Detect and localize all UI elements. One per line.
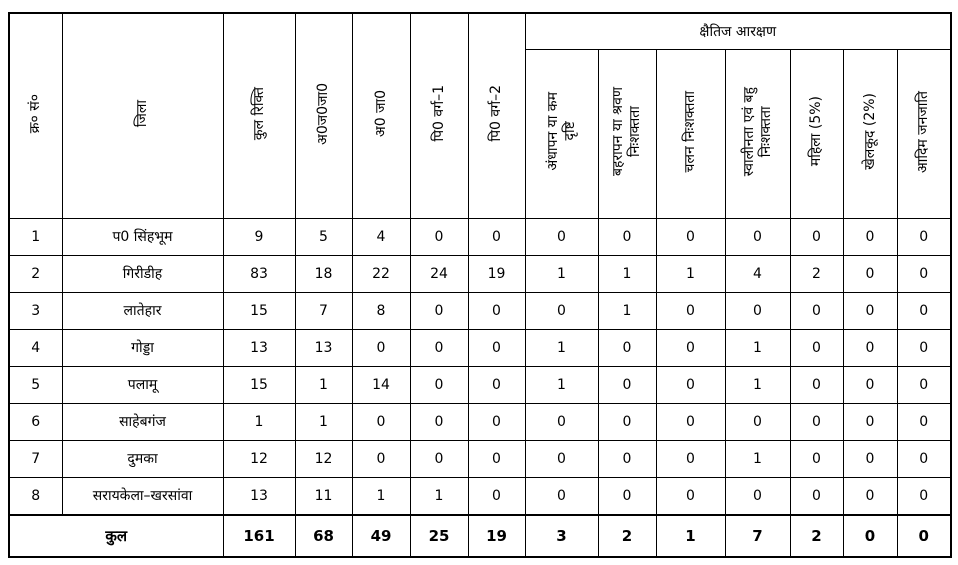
- cell-total-vacancy: 12: [223, 440, 295, 477]
- cell-sn: 3: [9, 292, 62, 329]
- cell-horizontal-2: 0: [598, 366, 656, 403]
- cell-bc1: 1: [410, 477, 468, 515]
- cell-horizontal-2: 0: [598, 329, 656, 366]
- cell-horizontal-1: 0: [525, 403, 598, 440]
- cell-horizontal-5: 0: [790, 403, 843, 440]
- cell-horizontal-4: 1: [725, 329, 790, 366]
- cell-horizontal-4: 0: [725, 218, 790, 255]
- table-body: [9, 218, 951, 557]
- cell-horizontal-3: 0: [656, 403, 725, 440]
- cell-district: लातेहार: [62, 292, 223, 329]
- cell-horizontal-3: 0: [656, 440, 725, 477]
- header-horizontal-3: चलन निःशक्तता: [656, 49, 725, 218]
- cell-horizontal-7: 0: [897, 218, 951, 255]
- cell-horizontal-2: 0: [598, 218, 656, 255]
- cell-total-vacancy: 13: [223, 477, 295, 515]
- cell-horizontal-6: 0: [843, 477, 897, 515]
- cell-st: 0: [352, 329, 410, 366]
- header-bc1: पि0 वर्ग–1: [410, 13, 468, 218]
- cell-bc2: 0: [468, 403, 525, 440]
- cell-horizontal-5: 0: [790, 477, 843, 515]
- cell-total-vacancy: 83: [223, 255, 295, 292]
- cell-sn: 2: [9, 255, 62, 292]
- cell-bc2: 0: [468, 440, 525, 477]
- cell-bc1: 0: [410, 403, 468, 440]
- cell-sc: 13: [295, 329, 352, 366]
- cell-sc: 18: [295, 255, 352, 292]
- table-row: [9, 329, 951, 366]
- cell-district: गिरीडीह: [62, 255, 223, 292]
- cell-horizontal-5: 0: [790, 292, 843, 329]
- cell-horizontal-2: 0: [598, 403, 656, 440]
- cell-bc2: 0: [468, 329, 525, 366]
- cell-sn: 6: [9, 403, 62, 440]
- cell-horizontal-4: 4: [725, 255, 790, 292]
- cell-horizontal-4: 0: [725, 477, 790, 515]
- cell-horizontal-6: 0: [843, 218, 897, 255]
- cell-horizontal-5: 0: [790, 366, 843, 403]
- header-horizontal-5: महिला (5%): [790, 49, 843, 218]
- total-horizontal-5: 2: [790, 515, 843, 557]
- cell-bc1: 0: [410, 366, 468, 403]
- cell-bc1: 0: [410, 292, 468, 329]
- cell-bc2: 19: [468, 255, 525, 292]
- total-horizontal-7: 0: [897, 515, 951, 557]
- table-row: [9, 255, 951, 292]
- cell-horizontal-1: 1: [525, 255, 598, 292]
- header-total-vacancy: कुल रिक्ति: [223, 13, 295, 218]
- header-st: अ0 जा0: [352, 13, 410, 218]
- cell-horizontal-7: 0: [897, 255, 951, 292]
- cell-st: 1: [352, 477, 410, 515]
- header-horizontal-6: खेलकूद (2%): [843, 49, 897, 218]
- cell-horizontal-7: 0: [897, 366, 951, 403]
- cell-bc2: 0: [468, 292, 525, 329]
- total-st: 49: [352, 515, 410, 557]
- cell-sc: 12: [295, 440, 352, 477]
- cell-horizontal-3: 0: [656, 218, 725, 255]
- cell-horizontal-5: 0: [790, 440, 843, 477]
- cell-horizontal-6: 0: [843, 403, 897, 440]
- cell-horizontal-3: 0: [656, 329, 725, 366]
- cell-bc1: 24: [410, 255, 468, 292]
- header-horizontal-2: बहरापन या श्रवण निःशक्तता: [598, 49, 656, 218]
- total-bc1: 25: [410, 515, 468, 557]
- cell-st: 0: [352, 440, 410, 477]
- cell-horizontal-5: 0: [790, 218, 843, 255]
- cell-district: प0 सिंहभूम: [62, 218, 223, 255]
- total-sc: 68: [295, 515, 352, 557]
- table-row: [9, 292, 951, 329]
- total-total: 161: [223, 515, 295, 557]
- header-horizontal-4: स्वालीनता एवं बहु निःशक्तता: [725, 49, 790, 218]
- cell-horizontal-1: 0: [525, 440, 598, 477]
- cell-horizontal-2: 0: [598, 440, 656, 477]
- cell-district: दुमका: [62, 440, 223, 477]
- total-horizontal-6: 0: [843, 515, 897, 557]
- table-header: [9, 13, 951, 218]
- cell-bc1: 0: [410, 329, 468, 366]
- cell-horizontal-6: 0: [843, 366, 897, 403]
- cell-horizontal-4: 0: [725, 403, 790, 440]
- reservation-table: [8, 12, 952, 558]
- cell-st: 14: [352, 366, 410, 403]
- cell-horizontal-6: 0: [843, 255, 897, 292]
- cell-horizontal-6: 0: [843, 292, 897, 329]
- cell-horizontal-5: 2: [790, 255, 843, 292]
- cell-horizontal-1: 0: [525, 218, 598, 255]
- total-row: [9, 515, 951, 557]
- cell-horizontal-1: 1: [525, 366, 598, 403]
- cell-total-vacancy: 15: [223, 292, 295, 329]
- cell-horizontal-5: 0: [790, 329, 843, 366]
- cell-total-vacancy: 1: [223, 403, 295, 440]
- header-sn: क्र० सं०: [9, 13, 62, 218]
- cell-horizontal-3: 0: [656, 366, 725, 403]
- cell-district: साहेबगंज: [62, 403, 223, 440]
- table-row: [9, 218, 951, 255]
- header-sc: अ0ज0जा0: [295, 13, 352, 218]
- total-horizontal-4: 7: [725, 515, 790, 557]
- cell-horizontal-3: 0: [656, 477, 725, 515]
- cell-sn: 4: [9, 329, 62, 366]
- cell-horizontal-6: 0: [843, 329, 897, 366]
- header-horizontal-1: अंधापन या कम दृष्टि: [525, 49, 598, 218]
- cell-sc: 1: [295, 366, 352, 403]
- cell-st: 4: [352, 218, 410, 255]
- cell-bc1: 0: [410, 440, 468, 477]
- total-horizontal-2: 2: [598, 515, 656, 557]
- cell-horizontal-3: 0: [656, 292, 725, 329]
- header-bc2: पि0 वर्ग–2: [468, 13, 525, 218]
- cell-sc: 11: [295, 477, 352, 515]
- cell-sn: 7: [9, 440, 62, 477]
- cell-total-vacancy: 15: [223, 366, 295, 403]
- cell-bc2: 0: [468, 218, 525, 255]
- total-label: कुल: [9, 515, 223, 557]
- cell-horizontal-4: 0: [725, 292, 790, 329]
- cell-horizontal-7: 0: [897, 329, 951, 366]
- table-row: [9, 440, 951, 477]
- cell-horizontal-7: 0: [897, 440, 951, 477]
- cell-horizontal-1: 0: [525, 292, 598, 329]
- cell-horizontal-7: 0: [897, 292, 951, 329]
- cell-district: गोड्डा: [62, 329, 223, 366]
- cell-horizontal-4: 1: [725, 440, 790, 477]
- cell-sn: 1: [9, 218, 62, 255]
- table-row: [9, 403, 951, 440]
- cell-horizontal-7: 0: [897, 477, 951, 515]
- total-horizontal-3: 1: [656, 515, 725, 557]
- header-horizontal-7: आदिम जनजाति: [897, 49, 951, 218]
- cell-horizontal-4: 1: [725, 366, 790, 403]
- cell-horizontal-6: 0: [843, 440, 897, 477]
- cell-bc2: 0: [468, 477, 525, 515]
- table-row: [9, 477, 951, 515]
- cell-sn: 8: [9, 477, 62, 515]
- cell-st: 8: [352, 292, 410, 329]
- cell-st: 0: [352, 403, 410, 440]
- total-bc2: 19: [468, 515, 525, 557]
- table-row: [9, 366, 951, 403]
- cell-horizontal-7: 0: [897, 403, 951, 440]
- cell-total-vacancy: 9: [223, 218, 295, 255]
- cell-st: 22: [352, 255, 410, 292]
- cell-bc1: 0: [410, 218, 468, 255]
- cell-horizontal-1: 1: [525, 329, 598, 366]
- cell-sc: 7: [295, 292, 352, 329]
- cell-district: सरायकेला–खरसांवा: [62, 477, 223, 515]
- cell-sn: 5: [9, 366, 62, 403]
- cell-district: पलामू: [62, 366, 223, 403]
- cell-horizontal-2: 1: [598, 255, 656, 292]
- cell-horizontal-2: 1: [598, 292, 656, 329]
- total-horizontal-1: 3: [525, 515, 598, 557]
- cell-sc: 1: [295, 403, 352, 440]
- header-district: जिला: [62, 13, 223, 218]
- cell-bc2: 0: [468, 366, 525, 403]
- cell-horizontal-2: 0: [598, 477, 656, 515]
- cell-sc: 5: [295, 218, 352, 255]
- cell-horizontal-1: 0: [525, 477, 598, 515]
- cell-horizontal-3: 1: [656, 255, 725, 292]
- cell-total-vacancy: 13: [223, 329, 295, 366]
- header-horizontal-group: क्षैतिज आरक्षण: [525, 13, 951, 49]
